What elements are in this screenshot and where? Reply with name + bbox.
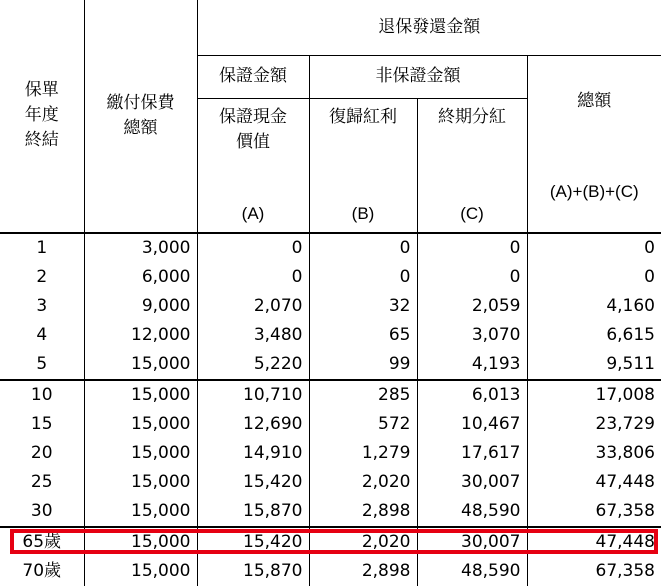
cell-year: 15: [0, 410, 84, 439]
table-row: [0, 410, 661, 439]
label-b: (B): [351, 203, 375, 223]
cell-c: 4,193: [417, 350, 527, 380]
cell-b: 99: [309, 350, 417, 380]
cell-year: 1: [0, 233, 84, 263]
cell-c: 10,467: [417, 410, 527, 439]
cell-b: 32: [309, 292, 417, 321]
cell-premium: 15,000: [84, 557, 197, 586]
cell-a: 0: [197, 233, 309, 263]
cell-a: 10,710: [197, 380, 309, 410]
terminal-dividend-label: 終期分紅: [438, 106, 506, 127]
cell-total: 23,729: [595, 413, 655, 434]
cell-c: 2,059: [417, 292, 527, 321]
cell-premium: 12,000: [84, 321, 197, 350]
reversionary-bonus-header: [309, 98, 417, 233]
cell-c: 0: [417, 263, 527, 292]
cell-total: 0: [644, 266, 655, 287]
cell-year: 5: [0, 350, 84, 380]
cell-c: 30,007: [417, 468, 527, 497]
guaranteed-header: 保證金額: [197, 55, 309, 98]
policy-year-header-line1: 保單: [24, 80, 59, 101]
cell-c: 17,617: [417, 439, 527, 468]
table-row: [0, 233, 661, 263]
policy-year-header-line2: 年度: [24, 105, 59, 126]
cell-total: 6,615: [606, 324, 655, 345]
table-row: [0, 350, 661, 380]
total-header-label: 總額: [577, 91, 612, 111]
reversionary-bonus-label: 復歸紅利: [329, 106, 397, 127]
cell-year: 70歲: [0, 557, 84, 586]
cell-b: 572: [309, 410, 417, 439]
total-header: [527, 55, 661, 233]
cell-b: 1,279: [309, 439, 417, 468]
cell-c: 48,590: [417, 557, 527, 586]
total-premium-header: [84, 0, 197, 233]
cell-total: 0: [644, 237, 655, 258]
policy-year-header-line3: 終結: [24, 130, 59, 151]
non-guaranteed-header: 非保證金額: [309, 55, 527, 98]
table-row: [0, 557, 661, 586]
table-row: [0, 321, 661, 350]
cell-premium: 15,000: [84, 497, 197, 527]
cell-a: 15,420: [197, 527, 309, 557]
cell-premium: 15,000: [84, 350, 197, 380]
cell-year: 25: [0, 468, 84, 497]
table-row: [0, 468, 661, 497]
table-row: [0, 527, 661, 557]
cell-total: 67,358: [595, 560, 655, 581]
cell-a: 15,420: [197, 468, 309, 497]
cell-year: 2: [0, 263, 84, 292]
cell-total: 4,160: [606, 295, 655, 316]
cell-c: 3,070: [417, 321, 527, 350]
guaranteed-cash-value-line1: 保證現金: [219, 106, 287, 127]
cell-a: 12,690: [197, 410, 309, 439]
cell-premium: 3,000: [84, 233, 197, 263]
guaranteed-cash-value-header: [197, 98, 309, 233]
cell-year: 20: [0, 439, 84, 468]
cell-premium: 15,000: [84, 380, 197, 410]
table-row: [0, 439, 661, 468]
cell-a: 0: [197, 263, 309, 292]
table-row: [0, 380, 661, 410]
table-row: [0, 497, 661, 527]
cell-b: 2,898: [309, 497, 417, 527]
cell-a: 14,910: [197, 439, 309, 468]
table-body: [0, 233, 661, 586]
total-premium-header-line2: 總額: [123, 117, 158, 138]
cell-a: 2,070: [197, 292, 309, 321]
cell-year: 10: [0, 380, 84, 410]
cell-b: 2,020: [309, 468, 417, 497]
cell-total: 67,358: [595, 500, 655, 521]
cell-b: 0: [309, 263, 417, 292]
cell-premium: 15,000: [84, 468, 197, 497]
label-sum: (A)+(B)+(C): [549, 182, 639, 201]
cell-a: 15,870: [197, 557, 309, 586]
cell-year: 3: [0, 292, 84, 321]
total-premium-header-line1: 繳付保費: [106, 92, 175, 113]
cell-premium: 9,000: [84, 292, 197, 321]
cell-a: 5,220: [197, 350, 309, 380]
cell-total: 17,008: [527, 380, 661, 410]
cell-premium: 15,000: [84, 410, 197, 439]
cell-b: 2,020: [309, 527, 417, 557]
cell-year: 65歲: [0, 527, 84, 557]
cell-total: 33,806: [595, 442, 655, 463]
cell-b: 2,898: [309, 557, 417, 586]
guaranteed-cash-value-line2: 價值: [236, 131, 270, 152]
table-row: [0, 263, 661, 292]
cell-a: 15,870: [197, 497, 309, 527]
cell-premium: 15,000: [84, 527, 197, 557]
cell-c: 0: [417, 233, 527, 263]
cell-a: 3,480: [197, 321, 309, 350]
cell-premium: 6,000: [84, 263, 197, 292]
label-c: (C): [460, 203, 484, 223]
policy-year-header: [0, 0, 84, 233]
cell-year: 30: [0, 497, 84, 527]
cell-b: 285: [309, 380, 417, 410]
cell-c: 48,590: [417, 497, 527, 527]
cell-total: 9,511: [606, 353, 655, 374]
cell-c: 6,013: [417, 380, 527, 410]
cell-premium: 15,000: [84, 439, 197, 468]
cell-total: 47,448: [527, 527, 661, 557]
cell-c: 30,007: [417, 527, 527, 557]
label-a: (A): [241, 203, 265, 223]
cell-total: 47,448: [595, 471, 655, 492]
terminal-dividend-header: [417, 98, 527, 233]
table-row: [0, 292, 661, 321]
surrender-total-header: 退保發還金額: [197, 0, 661, 55]
cell-b: 65: [309, 321, 417, 350]
cell-year: 4: [0, 321, 84, 350]
cell-b: 0: [309, 233, 417, 263]
